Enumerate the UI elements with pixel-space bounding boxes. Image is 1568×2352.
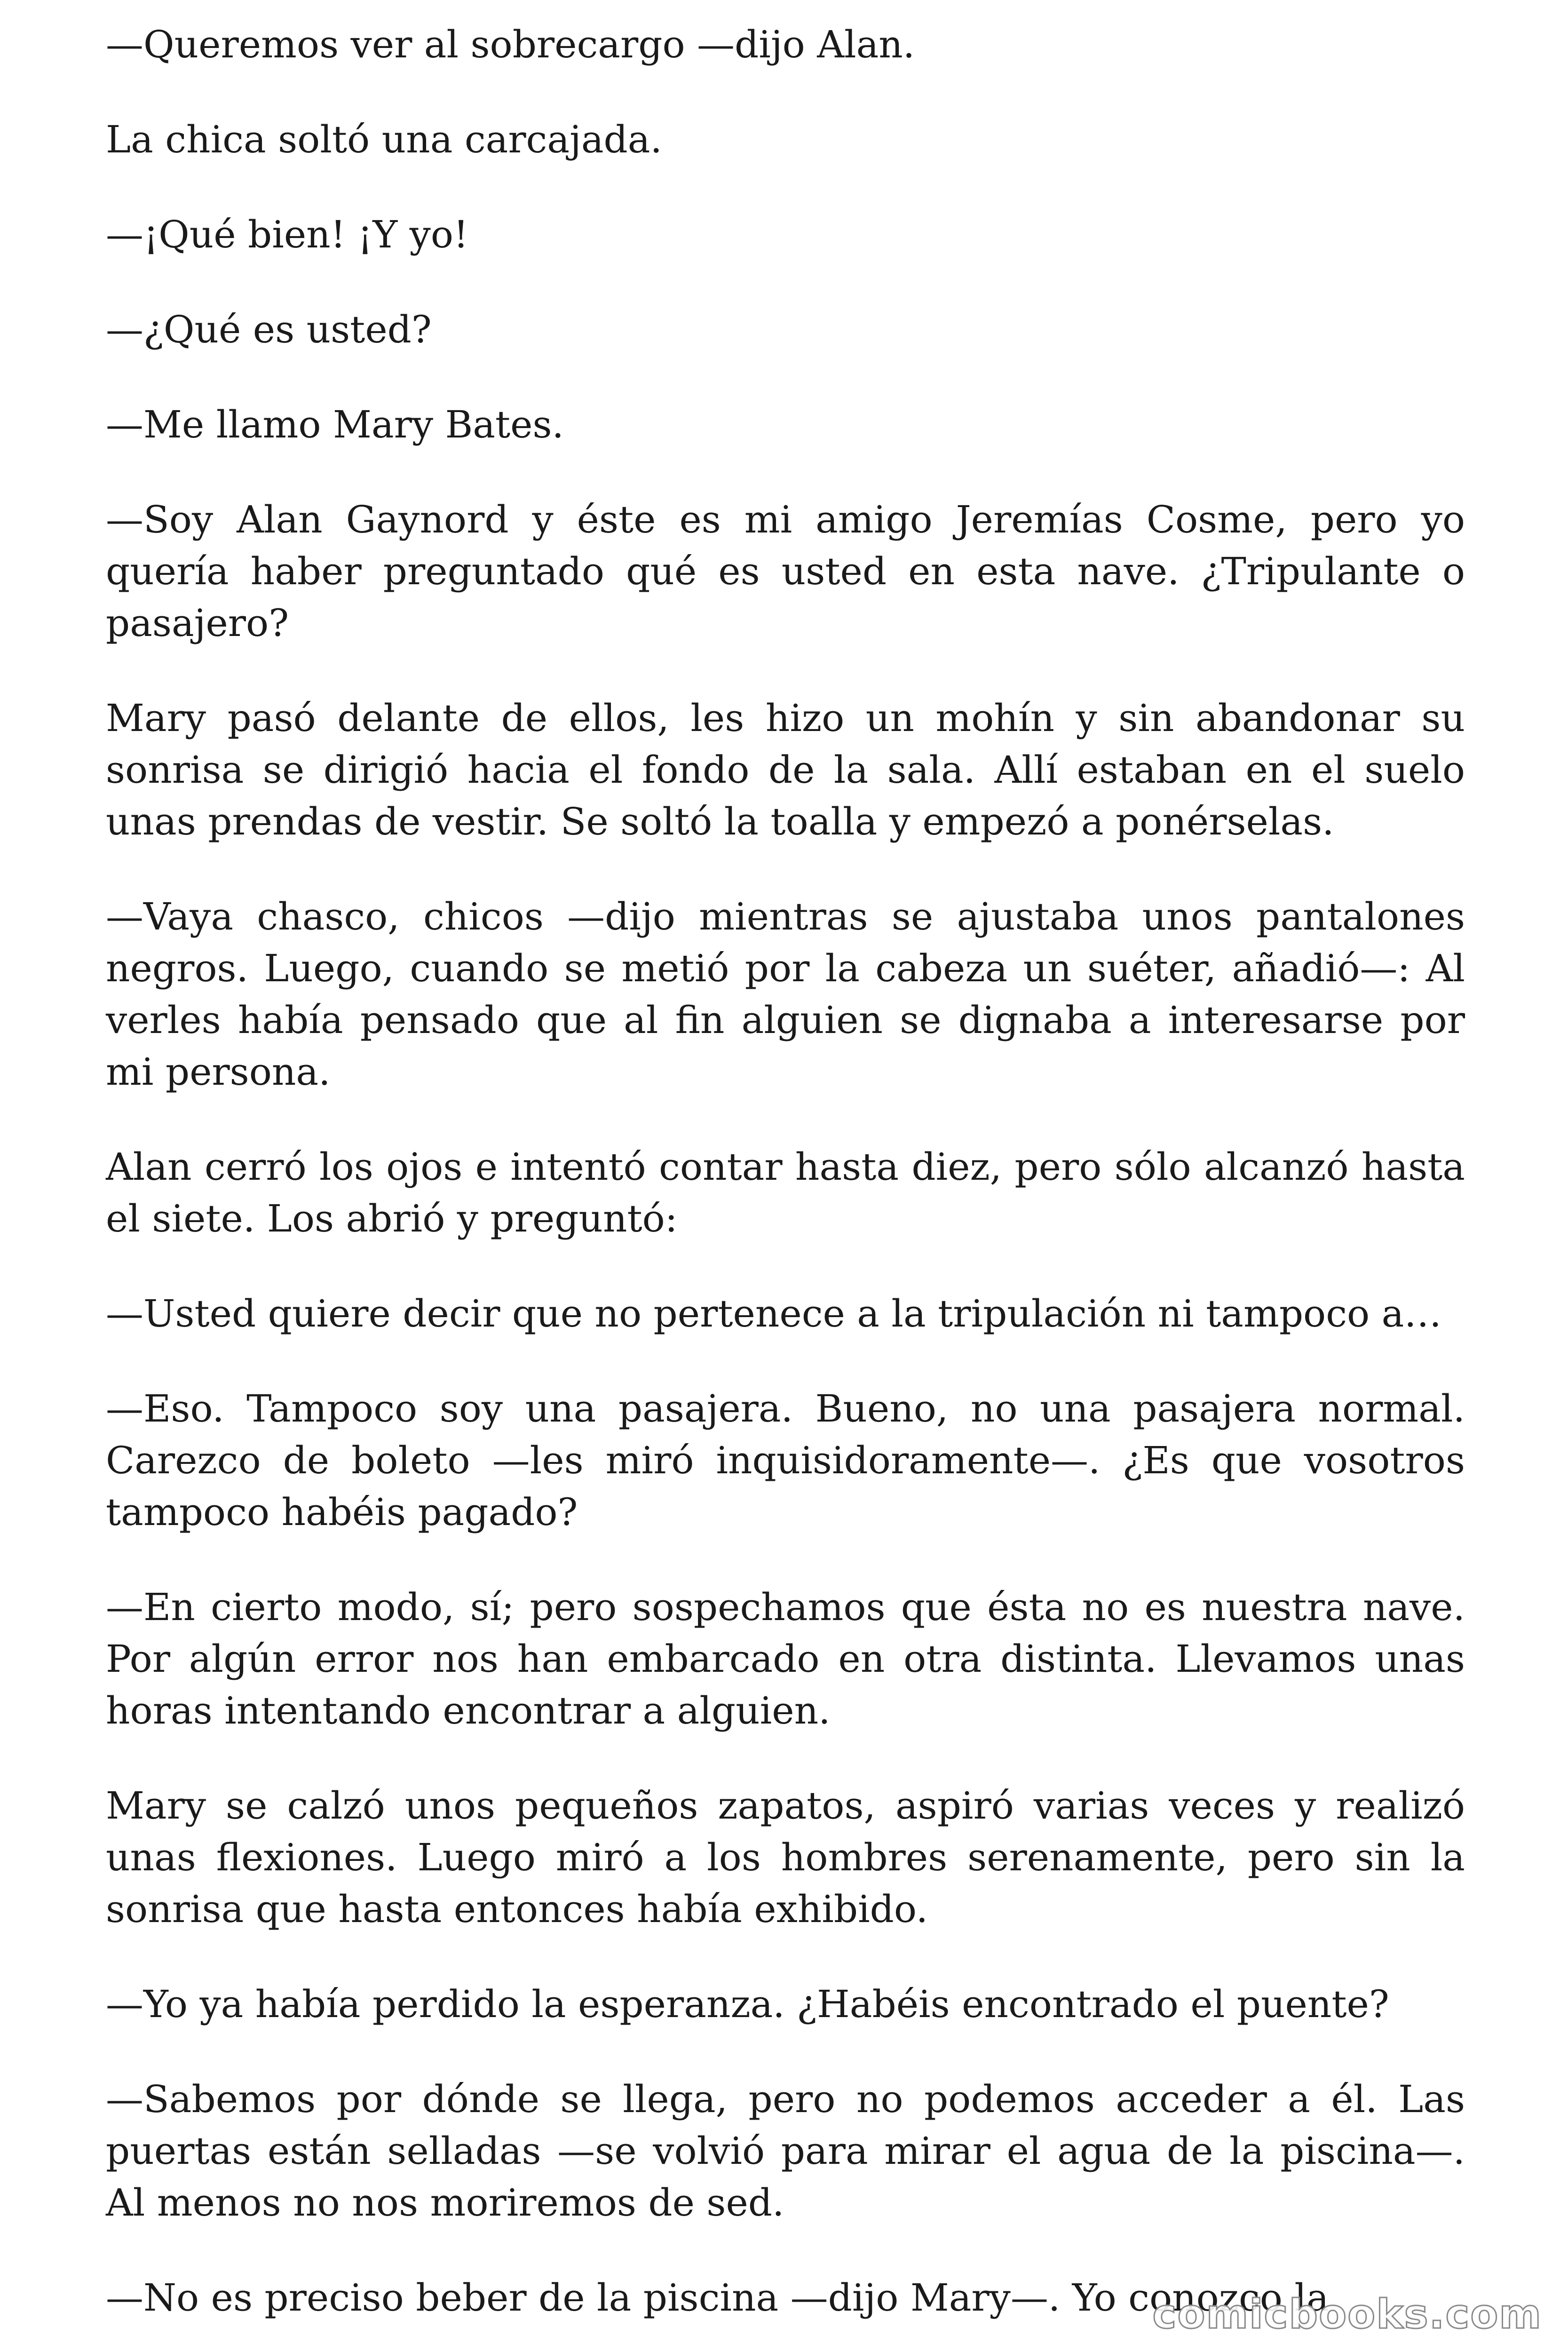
paragraph-2: La chica soltó una carcajada. — [106, 118, 662, 161]
paragraph-16: —No es preciso beber de la piscina —dijo Mary—. Yo conozco la — [106, 2276, 1329, 2320]
paragraph-4: —¿Qué es usted? — [106, 308, 432, 351]
paragraph-5: —Me llamo Mary Bates. — [106, 403, 564, 446]
paragraph-12: —En cierto modo, sí; pero sospechamos que ésta no es nuestra nave. Por algún error nos han embarcado en otra distinta. Llevamos unas horas intentando encontrar a alguien. — [106, 1585, 1465, 1732]
paragraph-11: —Eso. Tampoco soy una pasajera. Bueno, no una pasajera normal. Carezco de boleto —les miró inquisidoramente—. ¿Es que vosotros tampoco habéis pagado? — [106, 1387, 1465, 1534]
book-page — [106, 19, 1465, 2324]
paragraph-6: —Soy Alan Gaynord y éste es mi amigo Jeremías Cosme, pero yo quería haber preguntado qué es usted en esta nave. ¿Tripulante o pasajero? — [106, 498, 1465, 645]
paragraph-1: —Queremos ver al sobrecargo —dijo Alan. — [106, 23, 915, 66]
paragraph-8: —Vaya chasco, chicos —dijo mientras se ajustaba unos pantalones negros. Luego, cuando se metió por la cabeza un suéter, añadió—: Al verles había pensado que al fin alguien se dignaba a interesarse por mi persona. — [106, 895, 1465, 1094]
paragraph-7: Mary pasó delante de ellos, les hizo un mohín y sin abandonar su sonrisa se dirigió hacia el fondo de la sala. Allí estaban en el suelo unas prendas de vestir. Se soltó la toalla y empezó a ponérselas. — [106, 696, 1465, 843]
paragraph-10: —Usted quiere decir que no pertenece a la tripulación ni tampoco a… — [106, 1292, 1442, 1335]
paragraph-13: Mary se calzó unos pequeños zapatos, aspiró varias veces y realizó unas flexiones. Luego miró a los hombres serenamente, pero sin la sonrisa que hasta entonces había exhibido. — [106, 1784, 1465, 1931]
paragraph-3: —¡Qué bien! ¡Y yo! — [106, 213, 469, 256]
paragraph-9: Alan cerró los ojos e intentó contar hasta diez, pero sólo alcanzó hasta el siete. Los abrió y preguntó: — [106, 1145, 1465, 1240]
site-watermark: comicbooks.com — [1152, 2291, 1542, 2338]
paragraph-14: —Yo ya había perdido la esperanza. ¿Habéis encontrado el puente? — [106, 1982, 1389, 2026]
paragraph-15: —Sabemos por dónde se llega, pero no podemos acceder a él. Las puertas están selladas —se volvió para mirar el agua de la piscina—. Al menos no nos moriremos de sed. — [106, 2077, 1465, 2225]
